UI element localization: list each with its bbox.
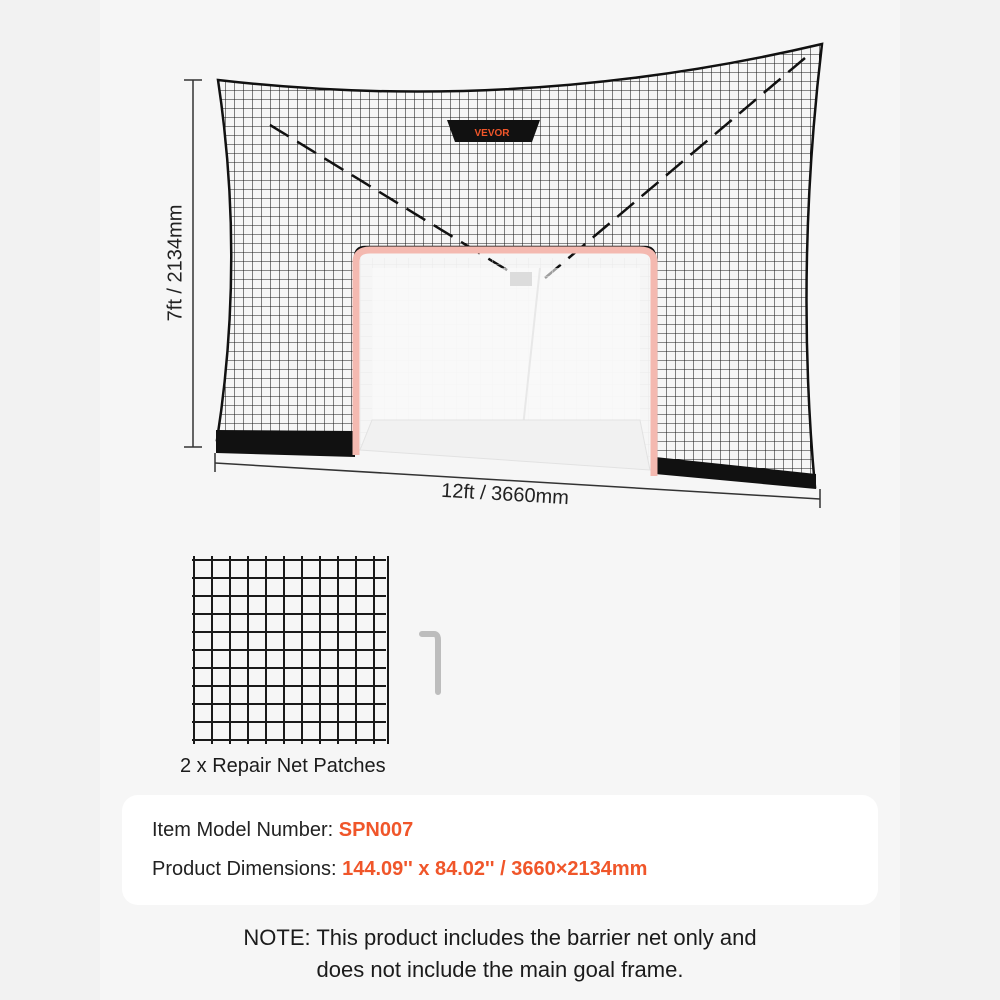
hex-key-icon xyxy=(422,634,438,692)
height-dimension-label: 7ft / 2134mm xyxy=(164,204,187,322)
model-number-label: Item Model Number: xyxy=(152,819,339,841)
width-dimension-label: 12ft / 3660mm xyxy=(440,479,570,510)
bottom-sleeve-left xyxy=(216,430,355,457)
product-dimensions-label: Product Dimensions: xyxy=(152,858,343,880)
goal-center-bracket xyxy=(510,272,532,286)
product-dimensions-row xyxy=(152,858,647,881)
repair-net-patch xyxy=(190,556,390,744)
goal-frame xyxy=(356,250,654,476)
note-line-2: does not include the main goal frame. xyxy=(316,957,684,982)
product-note xyxy=(0,922,1000,986)
repair-patch-caption: 2 x Repair Net Patches xyxy=(180,755,386,777)
spec-card xyxy=(122,795,878,905)
product-dimensions-value: 144.09'' x 84.02'' / 3660×2134mm xyxy=(342,858,648,880)
model-number-value: SPN007 xyxy=(338,819,414,841)
note-line-1: NOTE: This product includes the barrier net only and xyxy=(243,925,757,950)
brand-logo: VEVOR xyxy=(474,128,510,139)
model-number-row xyxy=(152,819,413,842)
